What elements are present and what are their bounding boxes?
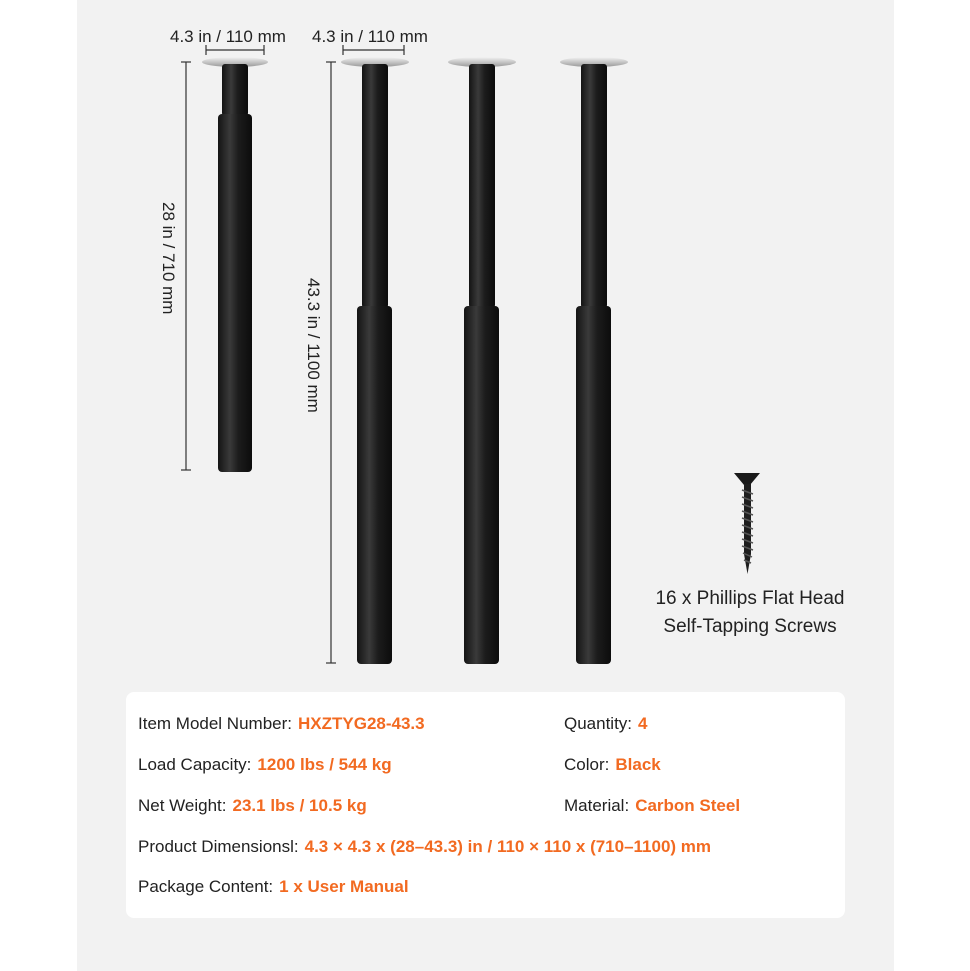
spec-material (564, 796, 740, 816)
spec-load (138, 755, 392, 775)
table-leg-extended-2 (448, 57, 516, 664)
width-label-right: 4.3 in / 110 mm (312, 27, 428, 46)
spec-quantity-label: Quantity: (564, 714, 633, 733)
screw-caption-line2: Self-Tapping Screws (663, 616, 837, 637)
spec-color (564, 755, 661, 775)
spec-load-value: 1200 lbs / 544 kg (257, 755, 392, 774)
spec-package-value: 1 x User Manual (279, 877, 409, 896)
spec-material-value: Carbon Steel (635, 796, 741, 815)
spec-color-value: Black (615, 755, 661, 774)
width-label-left: 4.3 in / 110 mm (170, 27, 286, 46)
spec-model-label: Item Model Number: (138, 714, 292, 733)
spec-dimensions-label: Product Dimensionsl: (138, 837, 299, 856)
spec-color-label: Color: (564, 755, 610, 774)
screw-caption-line1: 16 x Phillips Flat Head (655, 588, 845, 609)
spec-quantity (564, 714, 648, 734)
table-leg-extended-3 (560, 57, 628, 664)
spec-package (138, 877, 409, 897)
spec-quantity-value: 4 (638, 714, 648, 733)
spec-dimensions-value: 4.3 × 4.3 x (28–43.3) in / 110 × 110 x (710–1100) mm (304, 837, 712, 856)
spec-load-label: Load Capacity: (138, 755, 252, 774)
spec-dimensions (138, 837, 711, 857)
spec-package-label: Package Content: (138, 877, 274, 896)
table-leg-extended-1 (341, 57, 409, 664)
spec-weight-value: 23.1 lbs / 10.5 kg (232, 796, 367, 815)
height-label-max: 43.3 in / 1100 mm (304, 278, 323, 413)
spec-material-label: Material: (564, 796, 630, 815)
table-leg-short (202, 57, 268, 472)
spec-model (138, 714, 425, 734)
screw-icon (734, 473, 760, 574)
height-label-min: 28 in / 710 mm (159, 202, 178, 315)
spec-weight (138, 796, 367, 816)
spec-weight-label: Net Weight: (138, 796, 227, 815)
spec-model-value: HXZTYG28-43.3 (298, 714, 425, 733)
height-dimension-max (326, 62, 336, 663)
height-dimension-min (181, 62, 191, 470)
screw-caption (620, 585, 880, 641)
